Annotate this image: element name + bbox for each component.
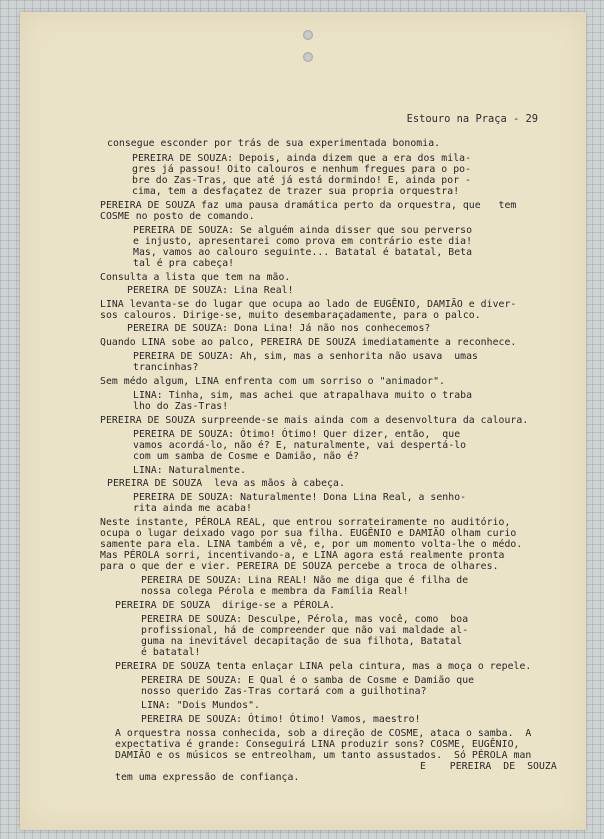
text-line: consegue esconder por trás de sua experimentada bonomia.: [107, 138, 441, 149]
text-line: Consulta a lista que tem na mão.: [100, 272, 291, 283]
text-line: para o que der e vier. PEREIRA DE SOUZA percebe a troca de olhares.: [100, 561, 499, 572]
script-body: [20, 12, 586, 830]
text-line: PEREIRA DE SOUZA: E Qual é o samba de Cosme e Damião que: [141, 675, 475, 686]
text-line: PEREIRA DE SOUZA tenta enlaçar LINA pela cintura, mas a moça o repele.: [115, 661, 532, 672]
text-line: A orquestra nossa conhecida, sob a direção de COSME, ataca o samba. A: [115, 728, 532, 739]
text-line: sos calouros. Dirige-se, muito desembaraçadamente, para o palco.: [100, 310, 481, 321]
text-line: Mas PÉROLA sorri, incentivando-a, e LINA agora está realmente pronta: [100, 550, 505, 561]
text-line: PEREIRA DE SOUZA: Desculpe, Pérola, mas você, como boa: [141, 614, 469, 625]
text-line: cima, tem a desfaçatez de trazer sua propria orquestra!: [132, 186, 460, 197]
text-line: trancinhas?: [133, 362, 199, 373]
text-line: nosso querido Zas-Tras cortará com a guilhotina?: [141, 686, 427, 697]
text-line: Quando LINA sobe ao palco, PEREIRA DE SOUZA imediatamente a reconhece.: [100, 337, 517, 348]
text-line: expectativa é grande: Conseguirá LINA produzir sons? COSME, EUGÊNIO,: [115, 739, 520, 750]
text-line: é batatal!: [141, 647, 201, 658]
text-line: rita ainda me acaba!: [133, 503, 252, 514]
text-line: LINA: Tinha, sim, mas achei que atrapalhava muito o traba: [133, 390, 473, 401]
text-line: PEREIRA DE SOUZA: Naturalmente! Dona Lina Real, a senho-: [133, 492, 467, 503]
text-line: guma na inevitável decapitação de sua filhota, Batatal: [141, 636, 463, 647]
text-line: Neste instante, PÉROLA REAL, que entrou sorrateiramente no auditório,: [100, 517, 511, 528]
text-line: PEREIRA DE SOUZA: Ah, sim, mas a senhorita não usava umas: [133, 351, 478, 362]
text-line: Sem médo algum, LINA enfrenta com um sorriso o "animador".: [100, 376, 445, 387]
text-line: PEREIRA DE SOUZA surpreende-se mais ainda com a desenvoltura da caloura.: [100, 415, 529, 426]
text-line: samente para ela. LINA também a vê, e, por um momento volta-lhe o médo.: [100, 539, 523, 550]
text-line: lho do Zas-Tras!: [133, 401, 229, 412]
text-line: e injusto, apresentarei como prova em contrário este dia!: [133, 236, 473, 247]
text-line: gres já passou! Oito calouros e nenhum fregues para o po-: [132, 164, 472, 175]
text-line: tal é pra cabeça!: [133, 258, 235, 269]
text-line: COSME no posto de comando.: [100, 211, 255, 222]
text-line: com um samba de Cosme e Damião, não é?: [133, 451, 360, 462]
text-line: LINA: "Dois Mundos".: [141, 700, 260, 711]
text-line: nossa colega Pérola e membra da Família Real!: [141, 586, 409, 597]
text-line: PEREIRA DE SOUZA: Se alguém ainda disser que sou perverso: [133, 225, 473, 236]
page-header: Estouro na Praça - 29: [406, 113, 538, 125]
text-line: profissional, há de compreender que não vai maldade al-: [141, 625, 469, 636]
text-line: PEREIRA DE SOUZA: Lina Real!: [127, 285, 294, 296]
text-line: ocupa o lugar deixado vago por sua filha. EUGÊNIO e DAMIÃO olham curio: [100, 528, 517, 539]
text-line: PEREIRA DE SOUZA leva as mãos à cabeça.: [107, 478, 345, 489]
text-line: LINA levanta-se do lugar que ocupa ao lado de EUGÊNIO, DAMIÃO e diver-: [100, 299, 517, 310]
text-line: PEREIRA DE SOUZA dirige-se a PÉROLA.: [115, 600, 336, 611]
text-line: PEREIRA DE SOUZA: Ótimo! Ótimo! Vamos, maestro!: [141, 714, 421, 725]
typewritten-page: [20, 12, 586, 830]
text-line: PEREIRA DE SOUZA: Ótimo! Ótimo! Quer dizer, então, que: [133, 429, 461, 440]
text-line: Mas, vamos ao calouro seguinte... Batatal é batatal, Beta: [133, 247, 473, 258]
text-line: vamos acordá-lo, não é? E, naturalmente, vai despertá-lo: [133, 440, 467, 451]
text-line: tem uma expressão de confiança.: [115, 772, 300, 783]
text-line: LINA: Naturalmente.: [133, 465, 247, 476]
text-line: PEREIRA DE SOUZA: Lina REAL! Não me diga que é filha de: [141, 575, 469, 586]
text-line: bre do Zas-Tras, que até já está dormindo! E, ainda por -: [132, 175, 472, 186]
text-line: DAMIÃO e os músicos se entreolham, um tanto assustados. Só PÉROLA man: [115, 750, 532, 761]
text-line: E PEREIRA DE SOUZA: [420, 761, 557, 772]
text-line: PEREIRA DE SOUZA faz uma pausa dramática perto da orquestra, que tem: [100, 200, 517, 211]
text-line: PEREIRA DE SOUZA: Dona Lina! Já não nos conhecemos?: [127, 323, 431, 334]
text-line: PEREIRA DE SOUZA: Depois, ainda dizem que a era dos mila-: [132, 153, 472, 164]
